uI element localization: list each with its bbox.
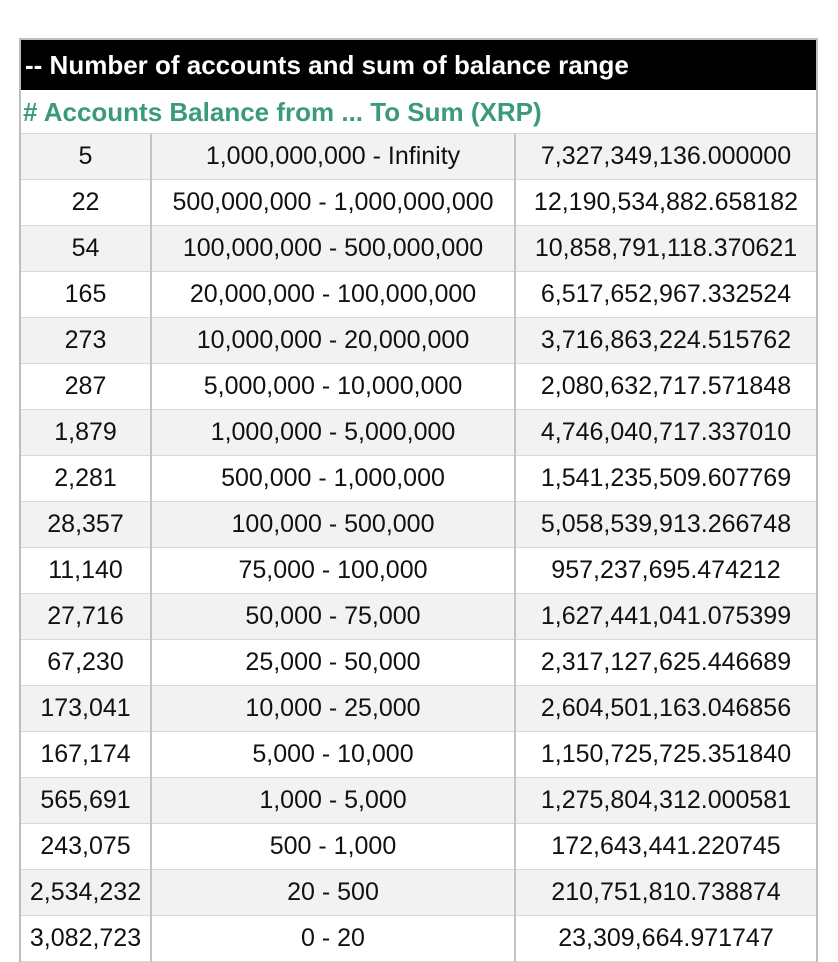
accounts-cell: 5 — [21, 134, 151, 180]
table-row — [21, 686, 816, 732]
sum-xrp-cell: 5,058,539,913.266748 — [515, 502, 816, 548]
balance-range-cell: 1,000,000,000 - Infinity — [151, 134, 515, 180]
balance-range-cell: 500 - 1,000 — [151, 824, 515, 870]
accounts-cell: 3,082,723 — [21, 916, 151, 962]
sum-xrp-cell: 4,746,040,717.337010 — [515, 410, 816, 456]
accounts-cell: 287 — [21, 364, 151, 410]
balance-range-cell: 5,000 - 10,000 — [151, 732, 515, 778]
sum-xrp-cell: 10,858,791,118.370621 — [515, 226, 816, 272]
sum-xrp-cell: 3,716,863,224.515762 — [515, 318, 816, 364]
balance-range-cell: 10,000,000 - 20,000,000 — [151, 318, 515, 364]
table-row — [21, 410, 816, 456]
table-header: # Accounts Balance from ... To Sum (XRP) — [21, 90, 816, 134]
table-row — [21, 824, 816, 870]
accounts-cell: 165 — [21, 272, 151, 318]
accounts-cell: 22 — [21, 180, 151, 226]
accounts-cell: 2,534,232 — [21, 870, 151, 916]
sum-xrp-cell: 12,190,534,882.658182 — [515, 180, 816, 226]
table-row — [21, 778, 816, 824]
balance-range-cell: 75,000 - 100,000 — [151, 548, 515, 594]
table-row — [21, 134, 816, 180]
sum-xrp-cell: 1,541,235,509.607769 — [515, 456, 816, 502]
table-row — [21, 456, 816, 502]
sum-xrp-cell: 1,627,441,041.075399 — [515, 594, 816, 640]
balance-range-panel — [19, 38, 818, 962]
table-row — [21, 272, 816, 318]
accounts-cell: 243,075 — [21, 824, 151, 870]
balance-range-cell: 1,000,000 - 5,000,000 — [151, 410, 515, 456]
sum-xrp-cell: 957,237,695.474212 — [515, 548, 816, 594]
balance-range-cell: 5,000,000 - 10,000,000 — [151, 364, 515, 410]
table-row — [21, 640, 816, 686]
sum-xrp-cell: 23,309,664.971747 — [515, 916, 816, 962]
sum-xrp-cell: 210,751,810.738874 — [515, 870, 816, 916]
accounts-cell: 2,281 — [21, 456, 151, 502]
balance-range-table — [21, 134, 816, 962]
table-row — [21, 318, 816, 364]
sum-xrp-cell: 2,604,501,163.046856 — [515, 686, 816, 732]
balance-range-cell: 500,000,000 - 1,000,000,000 — [151, 180, 515, 226]
table-row — [21, 226, 816, 272]
sum-xrp-cell: 1,150,725,725.351840 — [515, 732, 816, 778]
table-row — [21, 594, 816, 640]
sum-xrp-cell: 2,080,632,717.571848 — [515, 364, 816, 410]
balance-range-cell: 500,000 - 1,000,000 — [151, 456, 515, 502]
sum-xrp-cell: 1,275,804,312.000581 — [515, 778, 816, 824]
accounts-cell: 54 — [21, 226, 151, 272]
sum-xrp-cell: 172,643,441.220745 — [515, 824, 816, 870]
accounts-cell: 11,140 — [21, 548, 151, 594]
balance-range-cell: 100,000,000 - 500,000,000 — [151, 226, 515, 272]
balance-range-cell: 10,000 - 25,000 — [151, 686, 515, 732]
balance-range-cell: 1,000 - 5,000 — [151, 778, 515, 824]
balance-range-cell: 25,000 - 50,000 — [151, 640, 515, 686]
table-row — [21, 364, 816, 410]
sum-xrp-cell: 7,327,349,136.000000 — [515, 134, 816, 180]
accounts-cell: 1,879 — [21, 410, 151, 456]
accounts-cell: 167,174 — [21, 732, 151, 778]
accounts-cell: 28,357 — [21, 502, 151, 548]
balance-range-cell: 100,000 - 500,000 — [151, 502, 515, 548]
table-row — [21, 548, 816, 594]
accounts-cell: 173,041 — [21, 686, 151, 732]
table-row — [21, 732, 816, 778]
accounts-cell: 273 — [21, 318, 151, 364]
table-row — [21, 916, 816, 962]
table-title: -- Number of accounts and sum of balance range — [21, 40, 816, 90]
accounts-cell: 67,230 — [21, 640, 151, 686]
table-row — [21, 180, 816, 226]
accounts-cell: 27,716 — [21, 594, 151, 640]
balance-range-cell: 50,000 - 75,000 — [151, 594, 515, 640]
sum-xrp-cell: 6,517,652,967.332524 — [515, 272, 816, 318]
accounts-cell: 565,691 — [21, 778, 151, 824]
balance-range-cell: 20 - 500 — [151, 870, 515, 916]
table-row — [21, 870, 816, 916]
balance-range-cell: 20,000,000 - 100,000,000 — [151, 272, 515, 318]
balance-range-cell: 0 - 20 — [151, 916, 515, 962]
sum-xrp-cell: 2,317,127,625.446689 — [515, 640, 816, 686]
table-row — [21, 502, 816, 548]
